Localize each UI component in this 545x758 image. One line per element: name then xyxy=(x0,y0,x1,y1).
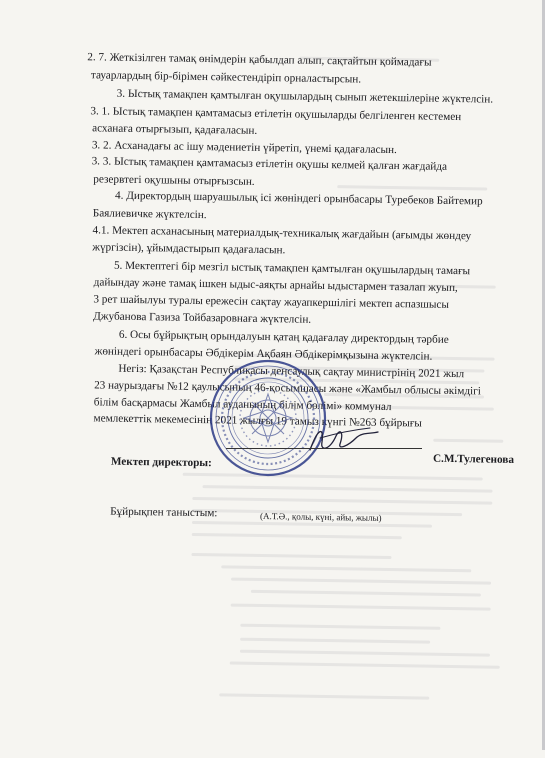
text-line: жөніндегі орынбасары Әбдікерім Ақбаян Әбдікерімқызына жүктелсін. xyxy=(94,345,433,363)
text-line: 3 рет шайылуы туралы ережесін сақтау жауапкершілігі мектеп аспазшысы xyxy=(93,293,450,311)
director-label: Мектеп директоры: xyxy=(110,455,212,470)
text-line: 3. 3. Ыстық тамақпен қамтамасыз етілетін оқушы келмей қалған жағдайда xyxy=(91,155,448,173)
text-line: тауарлардың бір-бірімен сәйкестендіріп орналастырсын. xyxy=(90,69,362,86)
text-line: білім басқармасы Жамбыл ауданының білім бөлімі» коммунал xyxy=(93,396,392,414)
signature-line xyxy=(226,448,422,449)
text-line: мемлекеттік мекемесінің 2021 жылғы 19 тамыз күнгі №263 бұйрығы xyxy=(93,412,422,430)
text-line: 3. Ыстық тамақпен қамтылған оқушылардың сынып жетекшілеріне жүктелсін. xyxy=(116,87,494,106)
director-name: С.М.Тулегенова xyxy=(432,452,515,466)
director-signature xyxy=(300,420,390,458)
text-line: Баялиевичке жүктелсін. xyxy=(92,207,207,222)
text-line: 23 наурыздағы №12 қаулысының 46-қосымшасы және «Жамбыл облысы әкімдігі xyxy=(94,379,482,398)
text-line: 4. Директордың шаруашылық ісі жөніндегі орынбасары Туребеков Байтемир xyxy=(115,189,483,208)
text-line: Джубанова Газиза Тойбазаровнаға жүктелсін. xyxy=(93,310,312,326)
familiarized-label: Бұйрықпен таныстым: xyxy=(110,505,218,520)
text-line: резервтегі оқушыны отырғызсын. xyxy=(93,173,255,188)
text-line: жүргізсін), ұйымдастырып қадағаласын. xyxy=(92,241,286,257)
text-line: асханаға отырғызып, қадағаласын. xyxy=(92,122,258,137)
text-line: дайындау және тамақ ішкен ыдыс-аяқты арнайы ыдыстармен тазалап жуып, xyxy=(93,276,458,295)
text-line: 6. Осы бұйрықтың орындалуын қатаң қадағалау директордың тәрбие xyxy=(118,328,449,346)
text-line: 2. 7. Жеткізілген тамақ өнімдерін қабылдап алып, сақтайтын қоймадағы xyxy=(87,51,432,69)
text-line: 4.1. Мектеп асханасының материалдық-техникалық жағдайын (ағымды жөндеу xyxy=(92,224,472,243)
text-line: 5. Мектептегі бір мезгіл ыстық тамақпен қамтылған оқушылардың тамағы xyxy=(113,259,471,278)
fill-hint: (А.Т.Ә., қолы, күні, айы, жылы) xyxy=(260,510,382,523)
text-line: 3. 1. Ыстық тамақпен қамтамасыз етілетін оқушыларды белгіленген кестемен xyxy=(90,105,462,124)
text-line: 3. 2. Асханадағы ас ішу мәдениетін үйретіп, үнемі қадағаласын. xyxy=(91,139,397,157)
text-line: Негіз: Қазақстан Республикасы денсаулық сақтау министрінің 2021 жыл xyxy=(118,362,465,381)
official-seal xyxy=(208,358,328,478)
